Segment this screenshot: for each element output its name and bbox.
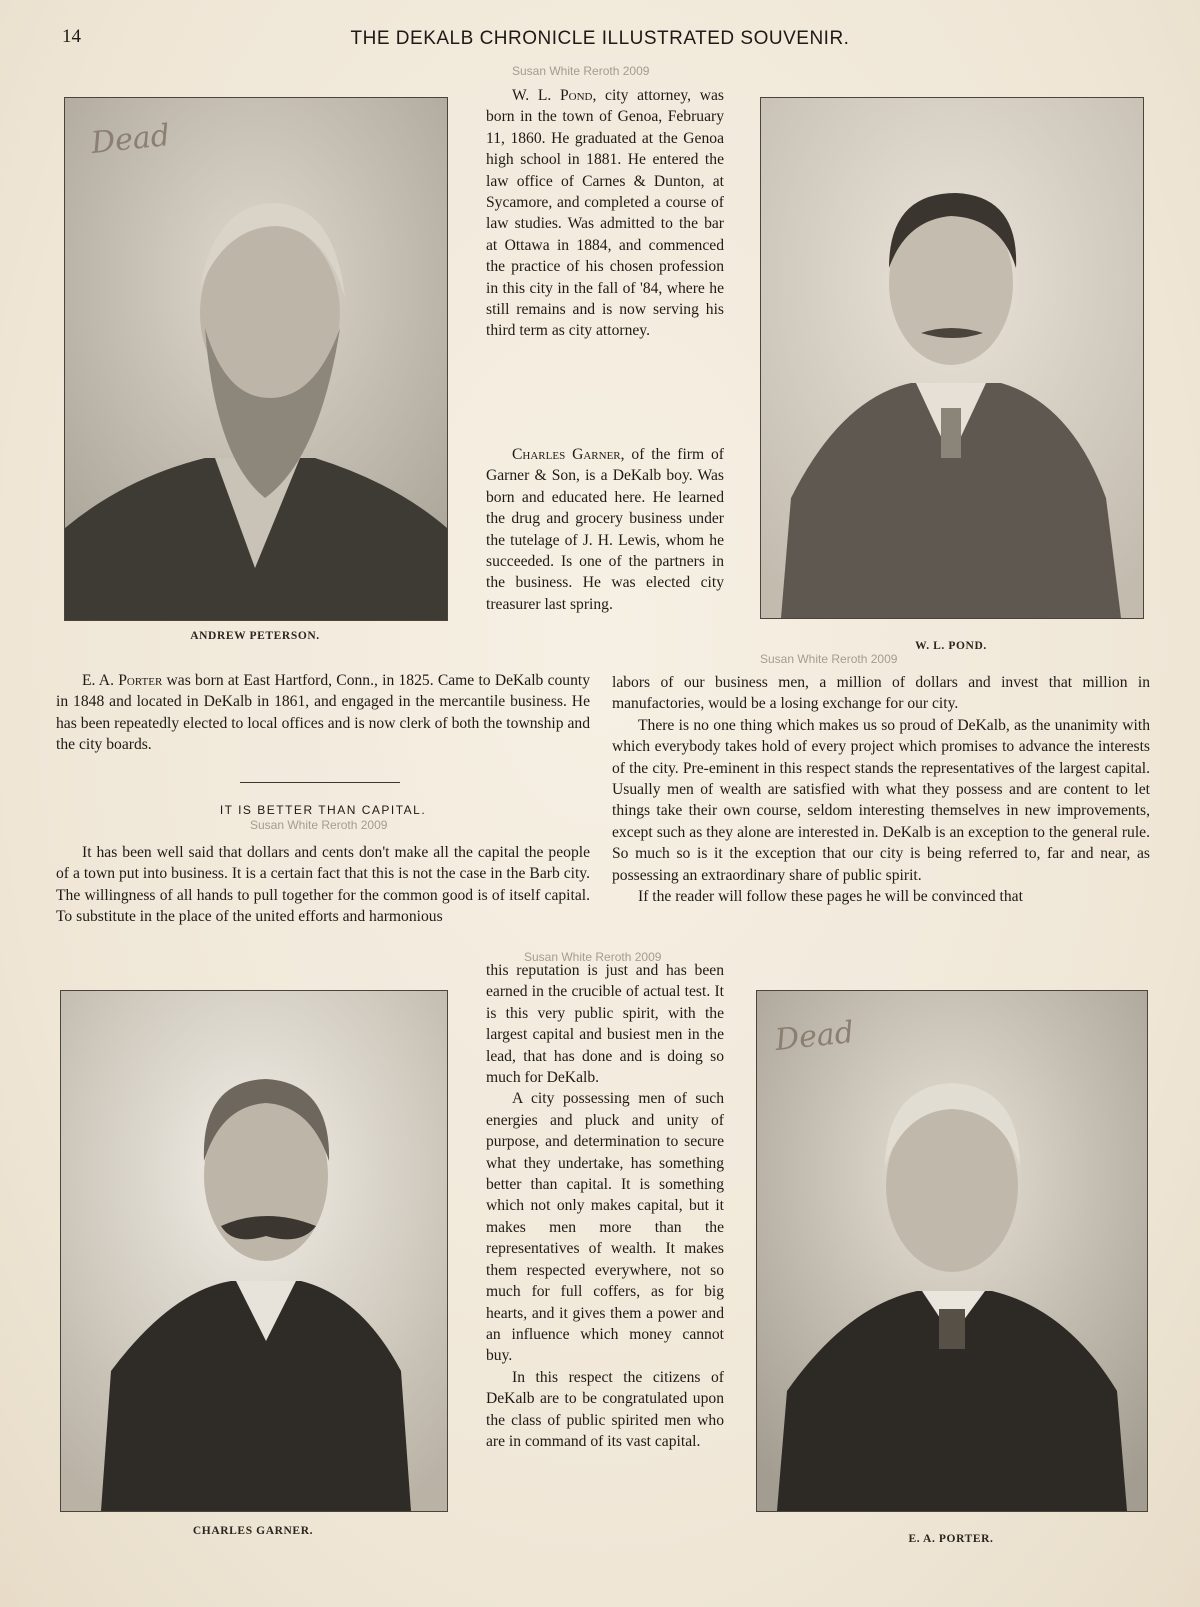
caption-ea-porter: E. A. PORTER. [908,1533,994,1545]
article-right-column [612,672,1150,907]
watermark: Susan White Reroth 2009 [512,64,650,78]
caption-charles-garner: CHARLES GARNER. [192,1525,314,1537]
paragraph: labors of our business men, a million of dollars and invest that million in manufactories, would be a losing exchange for our city. [612,674,1150,713]
bio-name: W. L. Pond, [512,87,597,104]
bio-charles-garner [486,444,724,615]
bio-text: of the firm of Garner & Son, is a DeKalb boy. Was born and educated here. He learned the drug and grocery business under the tutelage of J. H. Lewis, whom he succeeded. Is one of the partners in the business. He was elected city treasurer last spring. [486,446,724,613]
photo-andrew-peterson [64,97,448,621]
paragraph: In this respect the citizens of DeKalb are to be congratulated upon the class of public spirited men who are in command of its vast capital. [486,1368,724,1450]
paragraph: If the reader will follow these pages he will be convinced that [638,888,1023,906]
caption-andrew-peterson: ANDREW PETERSON. [190,630,320,642]
bio-text: was born at East Hartford, Conn., in 1825. Came to DeKalb county in 1848 and located in DeKalb in 1861, and engaged in the mercantile business. He has been repeatedly elected to local offices and is now clerk of both the township and the city boards. [56,672,591,754]
portrait-charles-garner [61,991,447,1511]
photo-ea-porter [756,990,1148,1512]
photo-charles-garner [60,990,448,1512]
paragraph: A city possessing men of such energies and pluck and unity of purpose, and determination to secure what they undertake, has something better than capital. It is something which not only makes capital, but it makes men more than the representatives of wealth. It makes them respected everywhere, not so much for full coffers, as for big hearts, and it gives them a power and an influence which money cannot buy. [486,1090,724,1365]
portrait-ea-porter [757,991,1147,1511]
photo-wl-pond [760,97,1144,619]
handwritten-annotation: Dead [773,1014,856,1059]
divider [240,782,400,783]
running-title: THE DEKALB CHRONICLE ILLUSTRATED SOUVENIR. [350,28,850,49]
watermark: Susan White Reroth 2009 [524,950,662,964]
portrait-wl-pond [761,98,1143,618]
handwritten-annotation: Dead [89,117,172,162]
bio-wl-pond [486,85,724,342]
paragraph: There is no one thing which makes us so proud of DeKalb, as the unanimity with which everybody takes hold of every project which promises to advance the interests of the city. Pre-eminent in this respect stands the representatives of the largest capital. Usually men of wealth are satisfied with what they possess and are content to let things take their own course, seldom interesting themselves in new improvements, except such as they alone are interested in. DeKalb is an exception to the general rule. So much so is it the exception that our city is being referred to, far and near, as possessing an extraordinary share of public spirit. [612,716,1150,884]
bio-text: city attorney, was born in the town of Genoa, February 11, 1860. He graduated at the Genoa high school in 1881. He entered the law office of Carnes & Dunton, at Sycamore, and completed a course of law studies. Was admitted to the bar at Ottawa in 1884, and commenced the practice of his chosen profession in this city in the fall of '84, where he still remains and is now serving his third term as city attorney. [486,87,724,340]
article-left-column [56,842,590,928]
bio-name: E. A. Porter [82,672,163,689]
paragraph: It has been well said that dollars and cents don't make all the capital the people of a town put into business. It is a certain fact that this is not the case in the Barb city. The willingness of all hands to pull together for the common good is of itself capital. To substitute in the place of the united efforts and harmonious [56,844,590,926]
page-number: 14 [62,26,81,47]
portrait-andrew-peterson [65,98,447,620]
watermark: Susan White Reroth 2009 [760,652,898,666]
bio-ea-porter [56,670,590,756]
article-center-column [486,960,724,1452]
caption-wl-pond: W. L. POND. [915,640,987,652]
article-heading: IT IS BETTER THAN CAPITAL. [219,803,427,817]
watermark: Susan White Reroth 2009 [250,818,388,832]
paragraph: this reputation is just and has been earned in the crucible of actual test. It is this very public spirit, with the largest capital and busiest men in the lead, that has done and is doing so much for DeKalb. [486,962,724,1087]
bio-name: Charles Garner, [512,446,625,463]
